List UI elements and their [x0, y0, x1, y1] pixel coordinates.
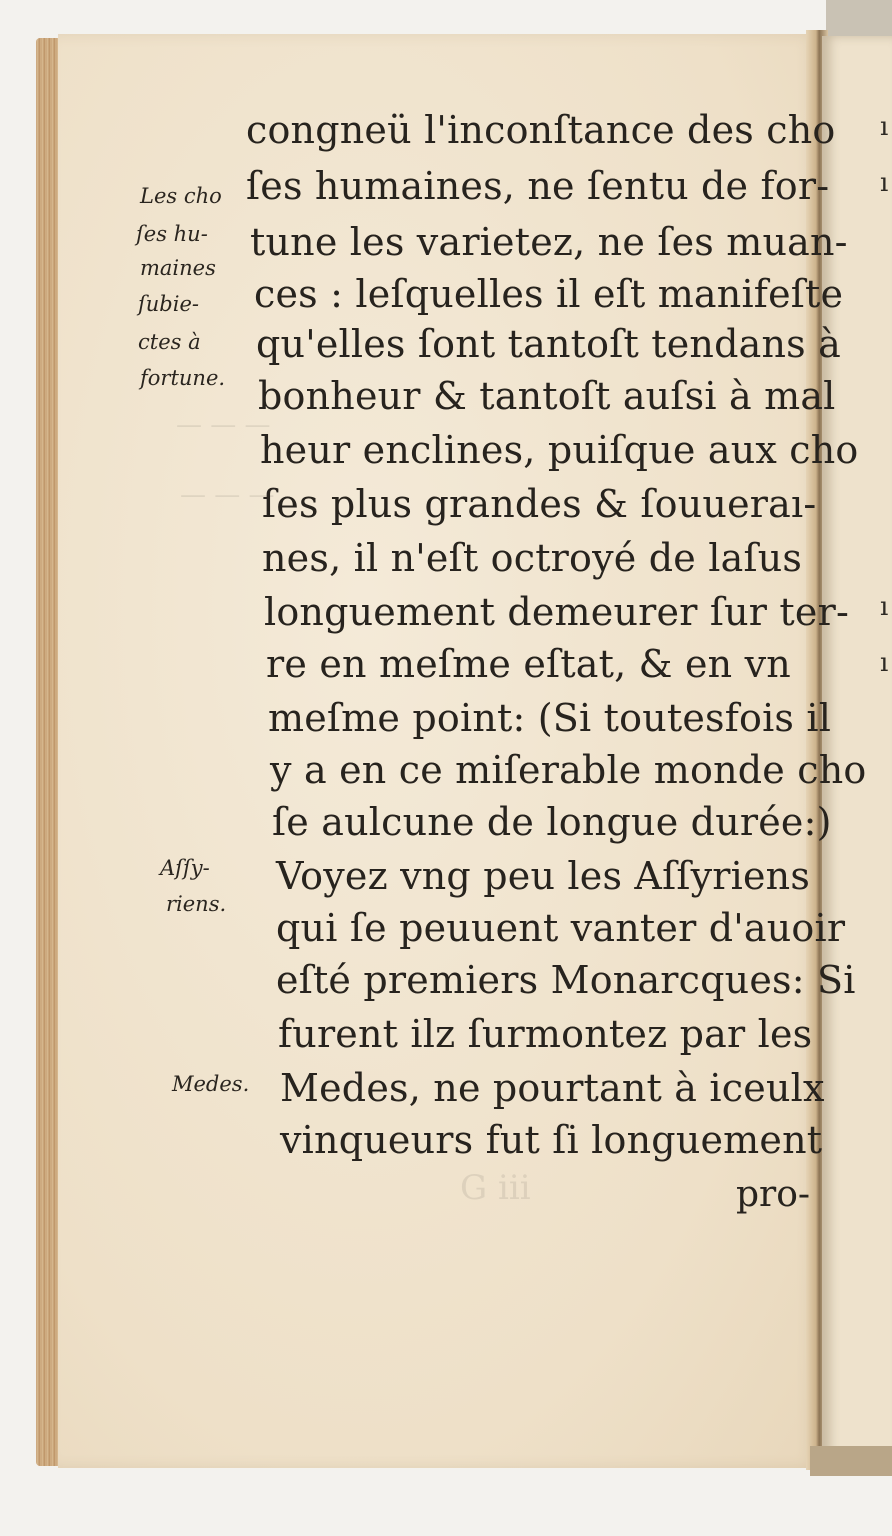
margin-note-line: maines [140, 256, 216, 280]
text-line: heur enclines, puiſque aux cho [260, 428, 859, 472]
text-line: ſe aulcune de longue durée:) [272, 800, 832, 844]
margin-note-line: Aſſy- [160, 856, 210, 880]
text-line: qui ſe peuuent vanter d'auoir [276, 906, 846, 950]
text-line: vinqueurs fut ſi longuement [280, 1118, 823, 1162]
margin-note-line: ſubie- [138, 292, 199, 316]
margin-note-line: Medes. [172, 1072, 250, 1096]
text-line: y a en ce miſerable monde cho [270, 748, 867, 792]
text-line: nes, il n'eſt octroyé de laſus [262, 536, 803, 580]
text-line: ſes humaines, ne ſentu de for- [246, 164, 830, 208]
text-line: longuement demeurer ſur ter- [264, 590, 849, 634]
text-line: meſme point: (Si toutesfois il [268, 696, 832, 740]
bleed-through: — — — [176, 410, 271, 440]
text-line: bonheur & tantoſt auſsi à mal [258, 374, 836, 418]
text-line: congneü l'inconſtance des cho [246, 108, 836, 152]
margin-note-line: Les cho [140, 184, 222, 208]
text-line: tune les varietez, ne ſes muan- [250, 220, 848, 264]
bleed-through: — — — [180, 480, 275, 510]
text-line: Voyez vng peu les Aſſyriens [276, 854, 811, 898]
facing-page-glyph: ı [880, 648, 889, 678]
text-line: qu'elles ſont tantoſt tendans à [256, 322, 841, 366]
bleed-through: G iii [460, 1168, 531, 1208]
text-line: ces : leſquelles il eſt manifeſte [254, 272, 844, 316]
text-line: eſté premiers Monarcques: Si [276, 958, 856, 1002]
margin-note-line: ſes hu- [136, 222, 208, 246]
text-line: ſes plus grandes & ſouueraı- [262, 482, 817, 526]
margin-note-line: fortune. [140, 366, 226, 390]
facing-page-glyph: ı [880, 168, 889, 198]
facing-page-glyph: ı [880, 592, 889, 622]
margin-note-line: ctes à [138, 330, 201, 354]
text-line: Medes, ne pourtant à iceulx [280, 1066, 825, 1110]
catchword: pro- [736, 1174, 811, 1215]
facing-page-glyph: ı [880, 112, 889, 142]
text-line: furent ilz ſurmontez par les [278, 1012, 813, 1056]
text-line: re en meſme eſtat, & en vn [266, 642, 791, 686]
margin-note-line: riens. [166, 892, 227, 916]
